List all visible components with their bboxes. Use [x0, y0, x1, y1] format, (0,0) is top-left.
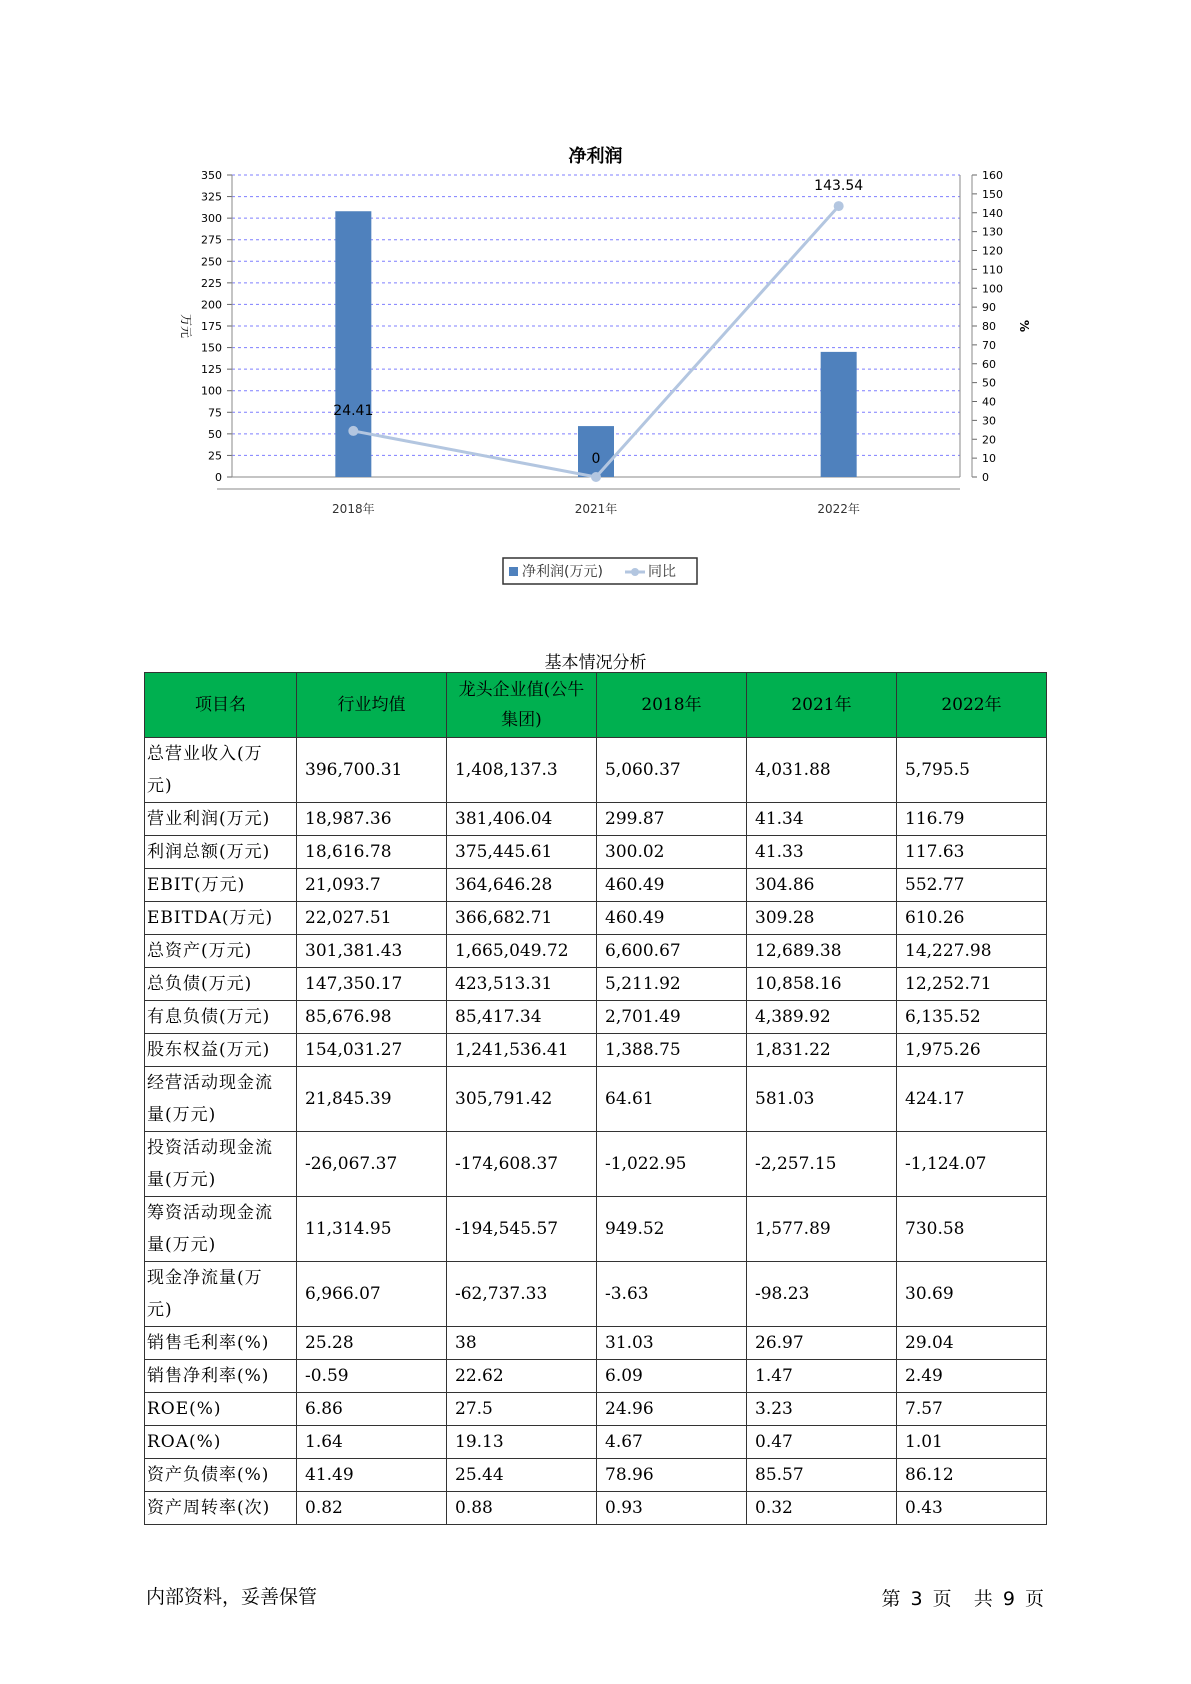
table-cell: 21,093.7 — [297, 869, 447, 902]
row-label: 筹资活动现金流量(万元) — [145, 1197, 297, 1262]
table-row — [145, 738, 1047, 803]
table-cell: -194,545.57 — [447, 1197, 597, 1262]
table-row — [145, 836, 1047, 869]
table-cell: 24.96 — [597, 1393, 747, 1426]
y-tick-label: 0 — [215, 471, 222, 484]
row-label: 投资活动现金流量(万元) — [145, 1132, 297, 1197]
row-label: 资产周转率(次) — [145, 1492, 297, 1525]
total-label-prefix: 共 — [973, 1588, 993, 1610]
table-cell: 6,600.67 — [597, 935, 747, 968]
y2-tick-label: 10 — [982, 452, 996, 466]
table-cell: 6,135.52 — [897, 1001, 1047, 1034]
table-cell: -26,067.37 — [297, 1132, 447, 1197]
row-label: 经营活动现金流量(万元) — [145, 1067, 297, 1132]
table-cell: 41.33 — [747, 836, 897, 869]
table-row — [145, 1034, 1047, 1067]
y2-tick-label: 160 — [982, 170, 1003, 182]
table-cell: 22.62 — [447, 1360, 597, 1393]
table-cell: 22,027.51 — [297, 902, 447, 935]
y-tick-label: 75 — [208, 406, 222, 420]
y-tick-label: 150 — [201, 341, 222, 355]
table-cell: 0.88 — [447, 1492, 597, 1525]
row-label: 资产负债率(%) — [145, 1459, 297, 1492]
page-label-prefix: 第 — [881, 1588, 901, 1610]
basic-analysis-table — [144, 672, 1047, 1525]
header-year-2022: 2022年 — [897, 673, 1047, 738]
total-label-suffix: 页 — [1024, 1588, 1044, 1610]
y2-axis-label: % — [1017, 319, 1031, 333]
y-tick-label: 175 — [201, 320, 222, 333]
table-row — [145, 902, 1047, 935]
y-tick-label: 100 — [201, 384, 222, 398]
table-row — [145, 1001, 1047, 1034]
table-cell: 1,241,536.41 — [447, 1034, 597, 1067]
table-cell: 552.77 — [897, 869, 1047, 902]
table-cell: 31.03 — [597, 1327, 747, 1360]
data-label-yoy: 24.41 — [333, 402, 374, 419]
table-cell: 1,577.89 — [747, 1197, 897, 1262]
table-cell: 2.49 — [897, 1360, 1047, 1393]
table-cell: 4,031.88 — [747, 738, 897, 803]
table-cell: 0.47 — [747, 1426, 897, 1459]
table-cell: 4.67 — [597, 1426, 747, 1459]
table-cell: 5,211.92 — [597, 968, 747, 1001]
data-label-yoy: 0 — [591, 451, 601, 467]
table-cell: 18,616.78 — [297, 836, 447, 869]
y2-tick-label: 80 — [982, 320, 996, 333]
table-cell: 154,031.27 — [297, 1034, 447, 1067]
row-label: ROA(%) — [145, 1426, 297, 1459]
legend-label-yoy: 同比 — [648, 564, 676, 580]
table-cell: 25.44 — [447, 1459, 597, 1492]
total-pages: 9 — [1002, 1588, 1015, 1610]
table-cell: 1.01 — [897, 1426, 1047, 1459]
y2-tick-label: 130 — [982, 225, 1003, 239]
table-cell: -98.23 — [747, 1262, 897, 1327]
table-cell: 309.28 — [747, 902, 897, 935]
y2-tick-label: 50 — [982, 376, 996, 390]
net-profit-chart — [160, 170, 1040, 610]
y2-tick-label: 20 — [982, 433, 996, 447]
table-cell: 64.61 — [597, 1067, 747, 1132]
table-row — [145, 869, 1047, 902]
table-cell: 85.57 — [747, 1459, 897, 1492]
table-cell: 2,701.49 — [597, 1001, 747, 1034]
table-cell: 396,700.31 — [297, 738, 447, 803]
table-cell: 299.87 — [597, 803, 747, 836]
y2-tick-label: 70 — [982, 338, 996, 352]
table-cell: 117.63 — [897, 836, 1047, 869]
table-cell: 1,665,049.72 — [447, 935, 597, 968]
y-tick-label: 300 — [201, 212, 222, 226]
y-tick-label: 250 — [201, 255, 222, 269]
y-axis-label: 万元 — [179, 313, 193, 339]
table-cell: 12,252.71 — [897, 968, 1047, 1001]
table-cell: 0.43 — [897, 1492, 1047, 1525]
table-row — [145, 1197, 1047, 1262]
table-cell: 26.97 — [747, 1327, 897, 1360]
y-tick-label: 125 — [201, 363, 222, 377]
table-cell: 6.86 — [297, 1393, 447, 1426]
table-cell: -62,737.33 — [447, 1262, 597, 1327]
table-cell: 381,406.04 — [447, 803, 597, 836]
data-label-yoy: 143.54 — [814, 178, 864, 195]
table-cell: -0.59 — [297, 1360, 447, 1393]
y-tick-label: 225 — [201, 276, 222, 290]
table-cell: 0.93 — [597, 1492, 747, 1525]
table-cell: -1,124.07 — [897, 1132, 1047, 1197]
table-cell: 364,646.28 — [447, 869, 597, 902]
header-leading-company: 龙头企业值(公牛集团) — [447, 673, 597, 738]
table-cell: -3.63 — [597, 1262, 747, 1327]
header-year-2021: 2021年 — [747, 673, 897, 738]
bar-net-profit — [333, 211, 374, 477]
y-tick-label: 25 — [208, 449, 222, 463]
table-cell: 1,408,137.3 — [447, 738, 597, 803]
table-row — [145, 1262, 1047, 1327]
table-cell: 18,987.36 — [297, 803, 447, 836]
y-tick-label: 350 — [201, 170, 222, 182]
table-cell: 304.86 — [747, 869, 897, 902]
line-point-yoy — [834, 201, 844, 211]
legend-label-net-profit: 净利润(万元) — [522, 564, 603, 580]
x-tick-label: 2018年 — [332, 502, 375, 516]
table-cell: 12,689.38 — [747, 935, 897, 968]
table-cell: -174,608.37 — [447, 1132, 597, 1197]
y2-tick-label: 110 — [982, 263, 1003, 277]
page-label-suffix: 页 — [932, 1588, 952, 1610]
table-cell: 730.58 — [897, 1197, 1047, 1262]
table-cell: 460.49 — [597, 869, 747, 902]
table-row — [145, 968, 1047, 1001]
y2-tick-label: 30 — [982, 414, 996, 428]
row-label: EBITDA(万元) — [145, 902, 297, 935]
y-tick-label: 275 — [201, 233, 222, 247]
table-cell: 460.49 — [597, 902, 747, 935]
table-cell: 21,845.39 — [297, 1067, 447, 1132]
legend-swatch-net-profit — [509, 567, 518, 576]
row-label: 股东权益(万元) — [145, 1034, 297, 1067]
y2-tick-label: 120 — [982, 244, 1003, 258]
table-cell: 305,791.42 — [447, 1067, 597, 1132]
y-tick-label: 200 — [201, 298, 222, 312]
row-label: 销售毛利率(%) — [145, 1327, 297, 1360]
header-industry-average: 行业均值 — [297, 673, 447, 738]
table-cell: 14,227.98 — [897, 935, 1047, 968]
table-cell: 366,682.71 — [447, 902, 597, 935]
table-cell: 30.69 — [897, 1262, 1047, 1327]
table-cell: 27.5 — [447, 1393, 597, 1426]
table-row — [145, 1067, 1047, 1132]
table-cell: 300.02 — [597, 836, 747, 869]
table-cell: 4,389.92 — [747, 1001, 897, 1034]
table-cell: 41.34 — [747, 803, 897, 836]
table-row — [145, 1426, 1047, 1459]
table-row — [145, 935, 1047, 968]
row-label: 总负债(万元) — [145, 968, 297, 1001]
y2-tick-label: 100 — [982, 282, 1003, 296]
table-cell: 38 — [447, 1327, 597, 1360]
table-cell: -1,022.95 — [597, 1132, 747, 1197]
table-row — [145, 1492, 1047, 1525]
table-row — [145, 1327, 1047, 1360]
table-cell: 610.26 — [897, 902, 1047, 935]
row-label: 总营业收入(万元) — [145, 738, 297, 803]
footer-page-number — [879, 1584, 1046, 1611]
table-cell: 0.32 — [747, 1492, 897, 1525]
table-cell: 1,388.75 — [597, 1034, 747, 1067]
table-cell: 85,417.34 — [447, 1001, 597, 1034]
table-cell: 86.12 — [897, 1459, 1047, 1492]
table-cell: 3.23 — [747, 1393, 897, 1426]
x-tick-label: 2022年 — [817, 502, 860, 516]
y2-tick-label: 150 — [982, 187, 1003, 201]
table-cell: 116.79 — [897, 803, 1047, 836]
current-page: 3 — [910, 1588, 923, 1610]
table-row — [145, 1393, 1047, 1426]
table-cell: 423,513.31 — [447, 968, 597, 1001]
table-cell: 29.04 — [897, 1327, 1047, 1360]
y2-tick-label: 90 — [982, 301, 996, 315]
legend-marker-yoy — [631, 568, 639, 576]
table-cell: 1.47 — [747, 1360, 897, 1393]
table-cell: 5,795.5 — [897, 738, 1047, 803]
y-tick-label: 50 — [208, 427, 222, 441]
row-label: 有息负债(万元) — [145, 1001, 297, 1034]
line-point-yoy — [591, 472, 601, 482]
table-caption: 基本情况分析 — [544, 653, 647, 673]
table-cell: 581.03 — [747, 1067, 897, 1132]
table-cell: 147,350.17 — [297, 968, 447, 1001]
header-item-name: 项目名 — [145, 673, 297, 738]
y2-tick-label: 140 — [982, 206, 1003, 220]
table-cell: 10,858.16 — [747, 968, 897, 1001]
chart-title: 净利润 — [568, 146, 623, 167]
table-cell: 1,831.22 — [747, 1034, 897, 1067]
table-cell: 19.13 — [447, 1426, 597, 1459]
row-label: 销售净利率(%) — [145, 1360, 297, 1393]
table-row — [145, 1132, 1047, 1197]
row-label: ROE(%) — [145, 1393, 297, 1426]
row-label: EBIT(万元) — [145, 869, 297, 902]
y2-tick-label: 60 — [982, 357, 996, 371]
table-cell: 5,060.37 — [597, 738, 747, 803]
table-row — [145, 803, 1047, 836]
table-cell: 25.28 — [297, 1327, 447, 1360]
table-cell: -2,257.15 — [747, 1132, 897, 1197]
table-cell: 6.09 — [597, 1360, 747, 1393]
table-cell: 0.82 — [297, 1492, 447, 1525]
table-cell: 7.57 — [897, 1393, 1047, 1426]
table-cell: 11,314.95 — [297, 1197, 447, 1262]
table-cell: 78.96 — [597, 1459, 747, 1492]
table-cell: 949.52 — [597, 1197, 747, 1262]
table-row — [145, 1459, 1047, 1492]
footer-confidential-note: 内部资料，妥善保管 — [146, 1586, 318, 1608]
row-label: 营业利润(万元) — [145, 803, 297, 836]
row-label: 现金净流量(万元) — [145, 1262, 297, 1327]
header-year-2018: 2018年 — [597, 673, 747, 738]
table-cell: 1.64 — [297, 1426, 447, 1459]
table-cell: 41.49 — [297, 1459, 447, 1492]
table-row — [145, 1360, 1047, 1393]
table-cell: 424.17 — [897, 1067, 1047, 1132]
table-cell: 85,676.98 — [297, 1001, 447, 1034]
y2-tick-label: 0 — [982, 471, 989, 484]
table-cell: 301,381.43 — [297, 935, 447, 968]
y-tick-label: 325 — [201, 190, 222, 204]
x-tick-label: 2021年 — [574, 502, 618, 516]
bar-net-profit — [821, 352, 857, 477]
row-label: 利润总额(万元) — [145, 836, 297, 869]
table-header-row — [145, 673, 1047, 738]
table-cell: 1,975.26 — [897, 1034, 1047, 1067]
line-point-yoy — [348, 426, 358, 436]
table-cell: 375,445.61 — [447, 836, 597, 869]
table-cell: 6,966.07 — [297, 1262, 447, 1327]
y2-tick-label: 40 — [982, 395, 996, 409]
row-label: 总资产(万元) — [145, 935, 297, 968]
